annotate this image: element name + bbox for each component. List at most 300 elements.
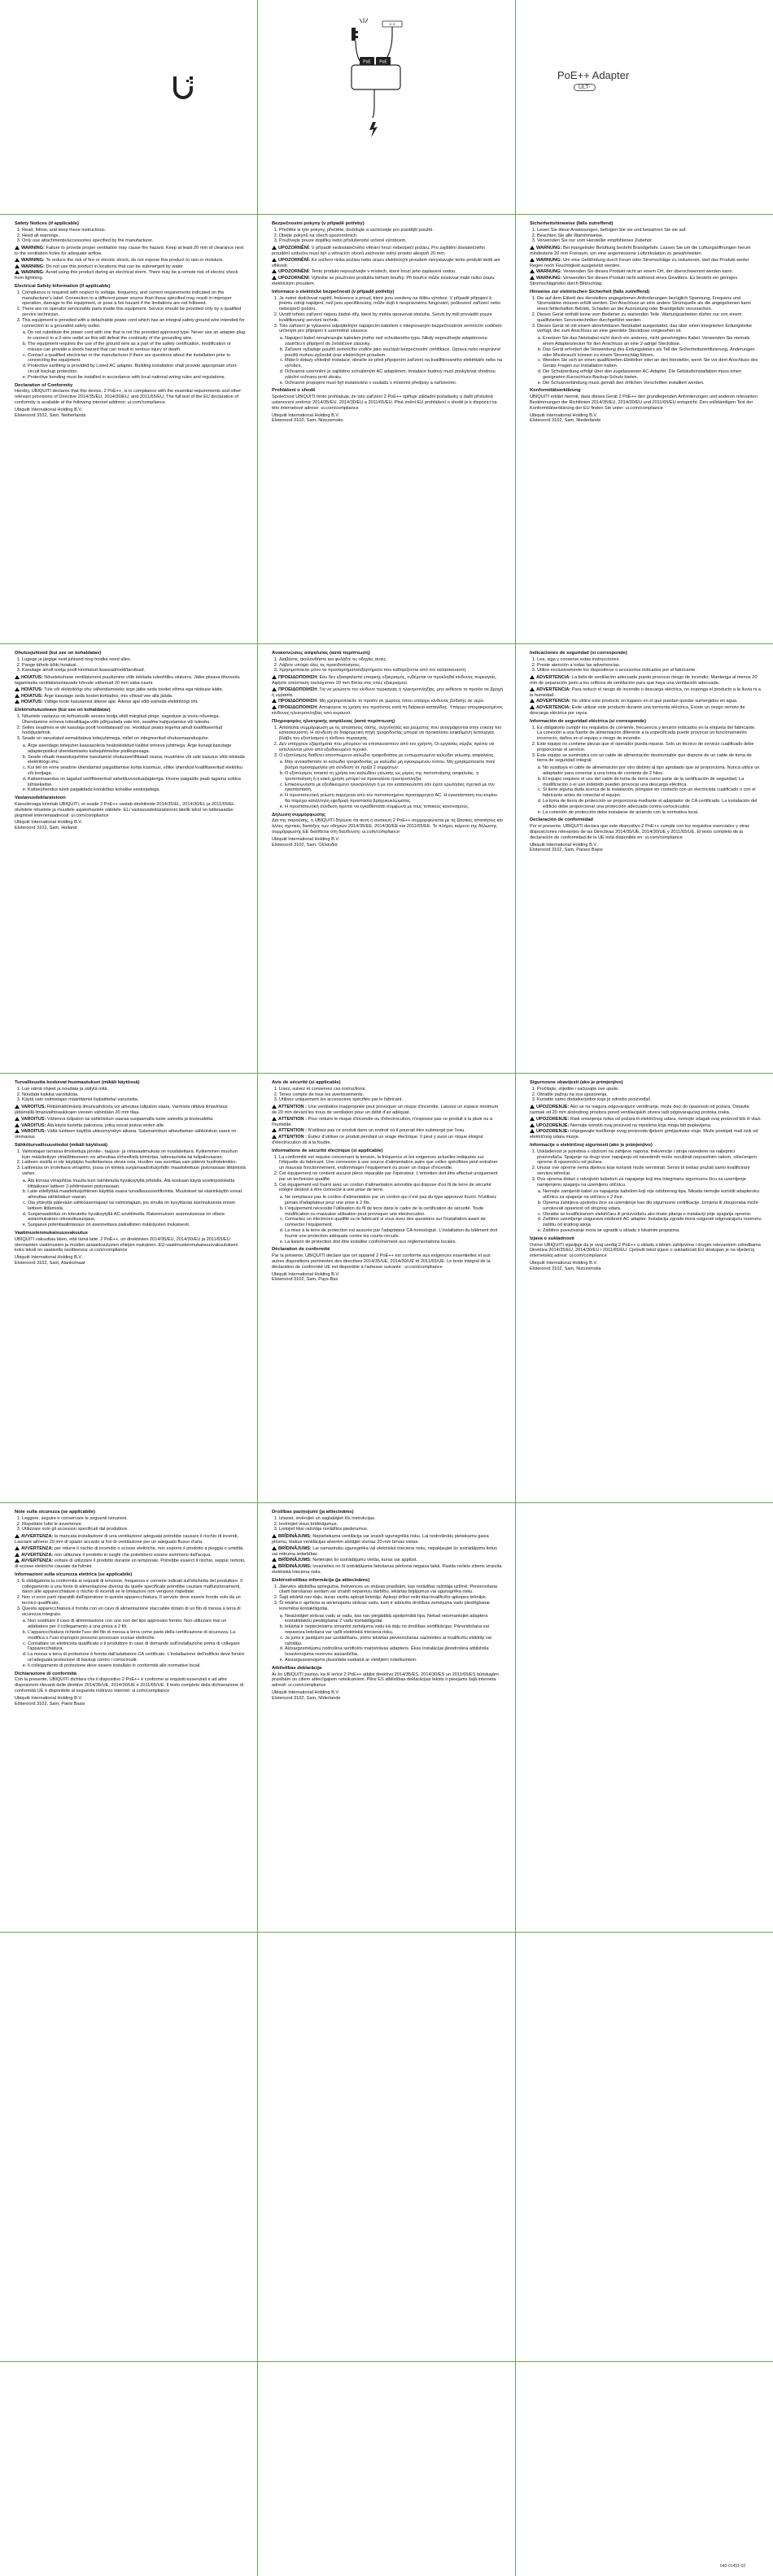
warning-label: ΠΡΟΕΙΔΟΠΟΙΗΣΗ: (278, 705, 318, 711)
electrical-list (272, 1584, 504, 1612)
warning-text: Vältä tuotteen käyttöä ukkosmyrskyn aikana. Salamaniskun aiheuttaman sähköiskun vaara on olemassa. (15, 1129, 237, 1140)
warning-label: HOIATUS: (21, 686, 43, 692)
electrical-item: 1. È obbligatoria la conformità ai requisiti di tensione, frequenza e corrente indicati sull'etichetta del produttore. Il collegamento a una fonte di alimentazione diversa da quelle specificate potrebbe causare malfunzionamenti, danni alle apparecchiature o rischio di incendi se le limitazioni non vengono rispettate. (22, 1579, 247, 1595)
warning-text: Vähennä tulipalon tai sähköiskun vaaraa suojaamalla tuote sateelta ja kosteudelta. (46, 1116, 214, 1122)
warning-triangle-icon (15, 1553, 20, 1557)
declaration-text: Ar šo UBIQUITI paziņo, ka šī ierīce 2 PoE++ atbilst direktīvu 2014/35/ES, 2014/30/ES un 2011/65/ES būtiskajām prasībām un citiem attiecīgajiem noteikumiem. Pilns ES atbilstības deklarācijas teksts ir pieejams šajā interneta adresē: ui.com/compliance (272, 1672, 499, 1689)
warning-text: Avoid using this product during an electrical storm. There may be a remote risk of electric shock from lightning. (15, 270, 238, 281)
warning-text: Lai samazinātu ugunsgrēka vai elektriskā trieciena risku, nepakļaujiet šo izstrādājumu lietus vai mitruma iedarbībai. (272, 1545, 497, 1557)
safety-item: 3. Koristite samo dodatke/pribor koje je odredio proizvođač. (537, 1097, 762, 1103)
electrical-item: 2. Cet équipement ne contient aucune pièce réparable par l'opérateur. L'entretien doit être effectué uniquement par un technicien qualifié. (279, 1171, 504, 1183)
language-panel-it (15, 1510, 247, 1916)
safety-item: 1. Pročitajte, slijedite i sačuvajte ove upute. (537, 1087, 762, 1092)
sub-item: c. Si tiene alguna duda acerca de la instalación, póngase en contacto con un electricista cualificado o con el fabricante antes de conectar el equipo. (543, 787, 762, 799)
sub-item: b. Seade nõuab maandusjuhtme kasutamist ohutussertifikaadi osana; muutmine või vale kasutus võib tekitada elektrilöögi ohu. (28, 755, 247, 766)
safety-title: Safety Notices (if applicable) (15, 221, 79, 226)
address-line-2: Elsteroord 3102, Sam, Ολλανδία (272, 842, 338, 848)
electrical-item: 1. Απαιτείται συμμόρφωση με τις απαιτήσεις τάσης, συχνότητας και ρεύματος που αναγράφονται στην ετικέτα του κατασκευαστή. Η σύνδεση σε διαφορετική πηγή τροφοδοσίας μπορεί να προκαλέσει εσφαλμένη λειτουργία, βλάβη του εξοπλισμού ή κίνδυνο πυρκαγιάς. (279, 726, 504, 742)
ubiquiti-logo-icon (167, 72, 199, 104)
safety-item: 3. Only use attachments/accessories specified by the manufacturer. (22, 238, 247, 244)
model-badge: ULT- (574, 84, 596, 91)
safety-title: Sicherheitshinweise (falls zutreffend) (530, 221, 614, 226)
safety-item: 3. Kasutage ainult tootja poolt kinnitatud lisaseadmeid/tarvikuid. (22, 668, 247, 673)
warning-triangle-icon (272, 699, 277, 703)
declaration-text: Společnost UBIQUITI tímto prohlašuje, že toto zařízení 2 PoE++ splňuje základní požadavky a další příslušná ustanovení směrnic 2014/35/EU, 2014/30/EU a 2011/65/EU. Plné znění EU prohlášení o shodě je k dispozici na této internetové adrese: ui.com/compliance (272, 394, 497, 411)
warning-text: evitare di utilizzare il prodotto durante un temporale. Potrebbe esserci il rischio, seppur remoto, di scosse elettriche causate da fulmini. (15, 1558, 246, 1570)
poe-adapter-diagram (325, 16, 448, 211)
warning-item (530, 1117, 762, 1122)
sub-item: e. Protective bonding must be installed in accordance with local national wiring rules and regulations. (28, 375, 247, 381)
warning-label: ΠΡΟΕΙΔΟΠΟΙΗΣΗ: (278, 675, 318, 681)
declaration-text: Por el presente, UBIQUITI declara que este dispositivo 2 PoE++ cumple con los requisitos esenciales y otras disposiciones relevantes de las Directivas 2014/35/UE, 2014/30/UE y 2011/65/UE. El texto completo de la declaración de conformidad de la UE está disponible en: ui.com/compliance (530, 824, 749, 840)
warning-label: VAROITUS: (21, 1105, 46, 1110)
sub-item: a. No sustituya el cable de alimentación por otro distinto al tipo aprobado que se proporciona. Nunca utilice un adaptador para conectar a una toma de corriente de 2 hilos. (543, 765, 762, 777)
safety-item: 3. Používejte pouze doplňky nebo příslušenství určené výrobcem. (279, 238, 504, 244)
warning-text: Um eine Gefährdung durch Feuer oder Stromschläge zu reduzieren, darf das Produkt weder Regen noch Feuchtigkeit ausgesetzt werden. (530, 257, 749, 268)
electrical-item: 1. Es obligatorio cumplir los requisitos de corriente, frecuencia y tensión indicados en la etiqueta del fabricante. La conexión a una fuente de alimentación diferente a la especificada puede provocar un funcionamiento incorrecto, daños en el equipo o riesgo de incendio. (537, 726, 762, 742)
warning-triangle-icon (272, 276, 277, 280)
safety-item: 2. Pange tähele kõiki hoiatusi. (22, 663, 247, 669)
warning-triangle-icon (530, 1123, 535, 1127)
address-line-1: Ubiquiti International Holding B.V. (15, 407, 83, 412)
address-line-1: Ubiquiti International Holding B.V. (15, 1695, 83, 1701)
warning-label: WARNING: (21, 264, 45, 269)
sub-item: e. Η προστατευτική σύνδεση πρέπει να εγκαθίσταται σύμφωνα με τους τοπικούς κανονισμούς. (285, 804, 504, 810)
warning-triangle-icon (272, 705, 277, 709)
electrical-title: Hinweise zur elektrischen Sicherheit (falls zutreffend) (530, 289, 650, 294)
warning-text: Ako se ne osigura odgovarajuće ventiliranje, može doći do opasnosti od požara. Ostavite razmak od 20 mm slobodnog prostora pored ventilacijskih otvora radi odgovarajućeg protoka zraka. (530, 1105, 749, 1115)
warning-label: WARNING: (21, 257, 45, 263)
fold-line-right (515, 0, 516, 2576)
warning-label: AVVERTENZA: (21, 1552, 54, 1558)
declaration-title: Δήλωση συμμόρφωσης (272, 812, 325, 817)
warning-label: AVVERTENZA: (21, 1534, 54, 1540)
warning-label: HOIATUS: (21, 693, 43, 699)
warning-triangle-icon (272, 1558, 277, 1562)
address-line-2: Elsteroord 3102, Sam, Nizozemska (530, 1266, 601, 1271)
warning-item (272, 699, 504, 704)
warning-text: Älä käytä tuotetta paikoissa, jotka voivat joutua veden alle. (46, 1122, 165, 1128)
safety-title: Indicaciones de seguridad (si corresponde) (530, 651, 627, 656)
safety-item: 3. Utilizzare solo gli accessori specificati dal produttore. (22, 1527, 247, 1532)
fold-line-left (257, 0, 258, 2576)
warning-item (15, 1553, 247, 1558)
warning-label: UPOZORNĚNÍ: (278, 246, 311, 251)
warning-text: Vyhněte se používání produktu během bouřky. Při bouřce může existovat malé riziko úrazu elektrickým proudem. (272, 276, 495, 286)
sub-list (530, 336, 762, 386)
warning-item (15, 700, 247, 705)
warning-item (272, 705, 504, 717)
sub-list (272, 1195, 504, 1244)
address-line-1: Ubiquiti International Holding B.V. (272, 1271, 340, 1277)
electrical-title: Elektriohutusteave (kui see on kohaldatav) (15, 708, 111, 713)
safety-title: Bezpečnostní pokyny (v případě potřeby) (272, 221, 365, 226)
safety-item: 2. Λάβετε υπόψη όλες τις προειδοποιήσεις. (279, 663, 504, 669)
electrical-list (530, 296, 762, 335)
warning-item (15, 1123, 247, 1129)
warning-triangle-icon (15, 1534, 20, 1538)
warning-label: UPOZORENJE: (536, 1116, 570, 1122)
sub-item: e. La liaison de protection doit être installée conformément aux réglementations locales. (285, 1240, 504, 1245)
address-line-2: Elsteroord 3102, Sam, Países Bajos (530, 848, 603, 853)
sub-item: d. Kaitsemaandus on tagatud sertifitseeritud vahelduvvooluadapteriga. Hoone paigaldis peab tagama sobiva lühisekaitse. (28, 777, 247, 788)
warning-item (530, 1123, 762, 1129)
declaration-text: Δια της παρούσης, η UBIQUITI δηλώνει ότι αυτή η συσκευή 2 PoE++ συμμορφώνεται με τις βασικές απαιτήσεις και άλλες σχετικές διατάξεις των οδηγιών 2014/35/ΕΕ, 2014/30/ΕΕ και 2011/65/ΕΕ. Το πλήρες κείμενο της δήλωσης συμμόρφωσης ΕΕ διατίθεται στη διεύθυνση: ui.com/compliance (272, 818, 503, 835)
declaration-title: Vaatimustenmukaisuusvakuutus (15, 1230, 88, 1236)
power-icon (369, 122, 378, 137)
warning-triangle-icon (530, 699, 535, 703)
safety-title: Avis de sécurité (si applicable) (272, 1080, 341, 1085)
warning-label: WARNING: (21, 246, 45, 251)
sub-item: b. El equipo requiere el uso del cable de toma de tierra como parte de la certificación de seguridad. La modificación o el uso indebido pueden provocar una descarga eléctrica. (543, 777, 762, 788)
declaration-title: Prohlášení o shodě (272, 388, 316, 394)
language-panel-el (272, 651, 504, 1057)
electrical-title: Informace o elektrické bezpečnosti (v případě potřeby) (272, 289, 395, 294)
warning-text: Εάν δεν εξασφαλιστεί επαρκής εξαερισμός, ενδέχεται να προκληθεί κίνδυνος πυρκαγιάς. Αφήστε απόσταση τουλάχιστον 20 mm δίπλα στις οπές εξαερισμού. (272, 675, 497, 686)
warning-triangle-icon (15, 1117, 20, 1121)
warning-triangle-icon (272, 1105, 277, 1109)
electrical-list (15, 1149, 247, 1177)
declaration-title: Konformitätserklärung (530, 388, 581, 394)
electrical-list (15, 290, 247, 329)
language-panel-lv (272, 1510, 504, 1916)
safety-item: 1. Lue nämä ohjeet ja noudata ja säilytä niitä. (22, 1087, 247, 1092)
warning-label: BRĪDINĀJUMS: (278, 1534, 312, 1540)
safety-item: 2. Noudata kaikkia varoituksia. (22, 1092, 247, 1098)
address-line-1: Ubiquiti International Holding B.V. (15, 820, 83, 826)
declaration-title: Declaration of Conformity (15, 382, 73, 388)
safety-item: 2. Dbejte pokynů na všech upozorněních. (279, 233, 504, 239)
electrical-title: Πληροφορίες ηλεκτρικής ασφάλειας (κατά περίπτωση) (272, 718, 395, 724)
sub-item: a. Ärge asendage toitejuhet kaasasoleva heakskiidetud tüübist erineva juhtmega. Ärge kunagi kasutage adapterpistikut ühendamiseks kahejuhtmelise pistikupesaga. (28, 743, 247, 755)
sub-item: a. Μην αντικαθιστάτε το καλώδιο τροφοδοσίας με καλώδιο μη εγκεκριμένου τύπου. Μη χρησιμοποιείτε ποτέ βύσμα προσαρμογέα για σύνδεση σε πρίζα 2 συρμάτων. (285, 760, 504, 771)
safety-item: 2. Tenez compte de tous les avertissements. (279, 1092, 504, 1098)
electrical-item: 2. Dieses Gerät enthält keine vom Bediener zu wartenden Teile. Wartungsarbeiten dürfen nur von einem qualifizierten Servicetechniker durchgeführt werden. (537, 312, 762, 324)
electrical-title: Informacije o električnoj sigurnosti (ako je primjenjivo) (530, 1142, 653, 1148)
warning-triangle-icon (530, 269, 535, 273)
electrical-item: 3. Laitteessa on irrotettava virtajohto, jossa on kiinteä suojamaadoitusjohdin maadoitettuun pistorasiaan liittämistä varten. (22, 1166, 247, 1177)
electrical-list (272, 726, 504, 759)
electrical-item: 2. Šajā iekārtā nav daļu, kuras varētu apkopt lietotājs. Apkopi drīkst veikt tikai kvalificēts apkopes tehniķis. (279, 1595, 504, 1601)
electrical-item: 2. Uvnitř tohoto zařízení nejsou žádné díly, které by mohla opravovat obsluha. Servis by měl provádět pouze kvalifikovaný servisní technik. (279, 312, 504, 324)
warning-item (15, 1117, 247, 1122)
svg-text:<·>: <·> (389, 22, 395, 28)
sub-item: c. Επικοινωνήστε με εξειδικευμένο ηλεκτρολόγο ή με τον κατασκευαστή εάν έχετε ερωτήσεις σχετικά με την εγκατάσταση. (285, 782, 504, 794)
electrical-item: 1. Nõuetele vastavus on kohustuslik seoses tootja sildil märgitud pinge, sageduse ja voolu nõuetega. Ühendamine erineva toiteallikaga võib põhjustada vale töö, seadme kahjustamise või tuleohu. (22, 714, 247, 726)
electrical-item: 3. Dieses Gerät ist mit einem abnehmbaren Netzkabel ausgestattet, das über einen integrierten Erdungsleiter verfügt, der zum Anschluss an eine geerdete Steckdose vorgesehen ist. (537, 324, 762, 335)
warning-triangle-icon (15, 1558, 20, 1563)
sub-item: d. La toma de tierra de protección se proporciona mediante el adaptador de CA certificado. La instalación del edificio debe proporcionar una protección adecuada contra cortocircuitos. (543, 799, 762, 810)
safety-title: Ohutusjuhised (kui see on kohaldatav) (15, 651, 102, 656)
sub-item: c. Máte-li dotazy ohledně instalace, obraťte se před připojením zařízení na kvalifikovaného elektrikáře nebo na výrobce. (285, 358, 504, 369)
warning-text: Tule või elektrilöögi ohu vähendamiseks ärge jätke seda toodet vihma ega niiskuse kätte. (44, 686, 224, 692)
sub-item: d. La mise à la terre de protection est assurée par l'adaptateur CA homologué. L'installation du bâtiment doit fournir une protection adéquate contre les courts-circuits. (285, 1228, 504, 1240)
sub-item: e. Die Schutzverbindung muss gemäß den örtlichen Vorschriften installiert werden. (543, 381, 762, 386)
warning-text: Une ventilation inappropriée peut provoquer un risque d'incendie. Laissez un espace minimum de 20 mm devant les trous de ventilation pour un débit d'air adéquat. (272, 1105, 499, 1115)
sub-list (530, 765, 762, 815)
electrical-item: 3. Cet équipement est fourni avec un cordon d'alimentation amovible qui dispose d'un fil de terre de sécurité intégré destiné à être connecté à une prise de terre. (279, 1183, 504, 1194)
warning-triangle-icon (530, 276, 535, 280)
warning-triangle-icon (272, 1135, 277, 1139)
declaration-title: Atbilstības deklarācija (272, 1665, 322, 1671)
warning-text: Nepietiekama ventilācija var izraisīt ugunsgrēka risku. Lai nodrošinātu pietiekamu gaisa plūsmu, blakus ventilācijas atverēm atstājiet vismaz 20 mm brīvas vietas. (272, 1534, 489, 1545)
warning-text: Pour réduire le risque d'incendie ou d'électrocution, n'exposez pas ce produit à la pluie ou à l'humidité. (272, 1116, 493, 1127)
sub-list (272, 336, 504, 386)
warning-triangle-icon (530, 258, 535, 262)
warning-label: BRĪDINĀJUMS: (278, 1545, 312, 1551)
sub-item: b. L'équipement nécessite l'utilisation du fil de terre dans le cadre de la certification de sécurité. Toute modification ou mauvaise utilisation peut provoquer une électrocution. (285, 1206, 504, 1218)
warning-triangle-icon (272, 1564, 277, 1568)
electrical-item: 3. Questa apparecchiatura è fornita con un cavo di alimentazione staccabile dotato di un filo di messa a terra di sicurezza integrato. (22, 1606, 247, 1618)
declaration-text: Con la presente, UBIQUITI dichiara che il dispositivo 2 PoE++ è conforme ai requisiti essenziali e ad altre disposizioni rilevanti delle direttive 2014/35/UE, 2014/30/UE e 2011/65/UE. Il testo completo della dichiarazione di conformità UE è disponibile al seguente indirizzo internet: ui.com/compliance (15, 1677, 243, 1693)
sub-item: d. Die Schutzerdung erfolgt über den zugelassenen AC-Adapter. Die Gebäudeinstallation muss einen geeigneten Kurzschluss-Backup-Schutz bieten. (543, 369, 762, 381)
address-line-1: Ubiquiti International Holding B.V. (272, 836, 340, 842)
language-panel-fr (272, 1080, 504, 1487)
electrical-item: 3. Ο εξοπλισμός διαθέτει αποσπώμενο καλώδιο τροφοδοσίας με ενσωματωμένο καλώδιο γείωσης ασφαλείας. (279, 753, 504, 759)
warning-triangle-icon (530, 705, 535, 709)
fold-line-5 (0, 1932, 773, 1933)
safety-item: 2. Heed all warnings. (22, 233, 247, 239)
sub-item: d. Aizsargzemējumu nodrošina sertificēts maiņstrāvas adapteris. Ēkas instalācijai jānodrošina atbilstoša īssavienojuma rezerves aizsardzība. (285, 1646, 504, 1658)
warning-item (15, 1546, 247, 1552)
electrical-item: 1. Die auf dem Etikett des Herstellers angegebenen Anforderungen bezüglich Spannung, Frequenz und Stromstärke müssen erfüllt werden. Der Anschluss an eine andere Stromquelle als die angegebenen kann einen fehlerhaften Betrieb, Schäden an der Ausrüstung oder Brandgefahr verursachen. (537, 296, 762, 312)
warning-item (272, 1117, 504, 1128)
warning-label: AVVERTENZA: (21, 1545, 54, 1551)
electrical-item: 1. Usklađenost je potrebna s obzirom na zahtjeve napona, frekvencije i struje navedene na naljepnici proizvođača. Spajanje na drugi izvor napajanja od navedenih može rezultirati nepravilnim radom, oštećenjem opreme ili opasnošću od požara. (537, 1149, 762, 1166)
safety-title: Note sulla sicurezza (se applicabile) (15, 1510, 95, 1515)
electrical-item: 1. Compliance is required with respect to voltage, frequency, and current requirements indicated on the manufacturer's label. Connection to a different power source than those specified may result in improper operation, damage to the equipment, or pose a fire hazard if the limitations are not followed. (22, 290, 247, 307)
warning-label: VAROITUS: (21, 1129, 46, 1135)
declaration-text: Par la présente, UBIQUITI déclare que cet appareil 2 PoE++ est conforme aux exigences essentielles et aux autres dispositions pertinentes des directives 2014/35/UE, 2014/30/UE et 2011/65/UE. Le texte intégral de la déclaration de conformité UE est disponible à l'adresse suivante : ui.com/compliance (272, 1253, 491, 1270)
warning-text: Do not use this product in locations that can be submerged by water. (46, 264, 185, 269)
sub-item: e. Ochranné propojení musí být instalováno v souladu s místními předpisy a nařízeními. (285, 381, 504, 386)
electrical-list (272, 296, 504, 335)
safety-list (272, 1087, 504, 1103)
warning-triangle-icon (15, 1546, 20, 1550)
warning-triangle-icon (530, 687, 535, 691)
sub-item: a. Non sostituire il cavo di alimentazione con uno non del tipo approvato fornito. Non utilizzare mai un adattatore per il collegamento a una presa a 2 fili. (28, 1619, 247, 1630)
warning-triangle-icon (272, 687, 277, 691)
sub-item: b. The equipment requires the use of the ground wire as a part of the safety certification, modification or misuse can provide a shock hazard that can result in serious injury or death. (28, 342, 247, 353)
sub-list (272, 1614, 504, 1663)
warning-text: Vältige toote kasutamist äikese ajal. Äikese ajal võib esineda elektrilöögi oht. (44, 700, 199, 705)
safety-item: 2. Obratite pažnju na sva upozorenja. (537, 1092, 762, 1098)
warning-text: To reduce the risk of fire or electric shock, do not expose this product to rain or moisture. (46, 257, 224, 263)
sub-item: a. Nemojte zamijeniti kabel za napajanje kabelom koji nije odobrenog tipa. Nikada nemojte koristiti adaptersku utičnicu za spajanje na utičnicu s 2 žice. (543, 1189, 762, 1201)
safety-item: 1. Izlasiet, ievērojiet un saglabājiet šīs instrukcijas. (279, 1516, 504, 1522)
warning-text: Nelietojiet šo izstrādājumu vietās, kuras var applūst. (312, 1558, 417, 1563)
warning-item (272, 1564, 504, 1576)
safety-list (272, 1516, 504, 1532)
safety-list (15, 657, 247, 673)
safety-title: Ανακοινώσεις ασφαλείας (κατά περίπτωση) (272, 651, 370, 656)
warning-label: ADVERTENCIA: (536, 686, 571, 692)
warning-label: ADVERTENCIA: (536, 705, 571, 711)
safety-list (272, 228, 504, 244)
warning-label: WARNUNG: (536, 276, 562, 281)
warning-triangle-icon (530, 675, 535, 679)
electrical-item: 1. Je nutné dodržovat napětí, frekvence a proud, které jsou uvedeny na štítku výrobce. V případě připojení k jinému zdroji napájení, než jsou specifikovány, může dojít k nesprávnému fungování, poškození zařízení nebo nebezpečí požáru. (279, 296, 504, 312)
warning-item (15, 675, 247, 686)
safety-list (15, 1516, 247, 1532)
electrical-item: 3. Seade on varustatud eemaldatava toitejuhtmega, millel on integreeritud ohutusmaandusjuhe. (22, 736, 247, 742)
warning-triangle-icon (15, 694, 20, 698)
warning-text: Nõuetekohase ventilatsiooni puudumine võib tekitada tuleohtliku olukorra. Jätke piisava õhuvoolu tagamiseks ventilatsiooniavade kõrvale vähemalt 20 mm vaba ruumi. (15, 675, 240, 686)
warning-item (15, 270, 247, 281)
warning-item (530, 675, 762, 686)
warning-item (272, 675, 504, 686)
electrical-item: 1. Jāievēro atbilstība sprieguma, frekvences un strāvas prasībām, kas norādītas ražotāja uzlīmē. Pievienošana citam barošanas avotam var izraisīt nepareizu darbību, iekārtas bojājumus vai ugunsgrēka risku. (279, 1584, 504, 1596)
electrical-item: 2. Δεν υπάρχουν εξαρτήματα που μπορούν να επισκευαστούν από τον χρήστη. Οι εργασίες σέρβις πρέπει να εκτελούνται μόνο από εξειδικευμένο τεχνικό. (279, 742, 504, 753)
electrical-title: Información de seguridad eléctrica (si corresponde) (530, 718, 647, 724)
safety-list (530, 228, 762, 244)
warning-item (530, 699, 762, 704)
warning-text: la mancata installazione di una ventilazione adeguata potrebbe causare il rischio di incendi. Lasciare almeno 20 mm di spazio accanto ai fori di ventilazione per un adeguato flusso d'aria. (15, 1534, 239, 1545)
warning-item (272, 687, 504, 699)
warning-label: WARNUNG: (536, 257, 562, 263)
warning-label: BRĪDINĀJUMS: (278, 1558, 312, 1563)
warning-text: Για να μειώσετε τον κίνδυνο πυρκαγιάς ή ηλεκτροπληξίας, μην εκθέτετε το προϊόν σε βροχή ή υγρασία. (272, 686, 503, 698)
warning-triangle-icon (15, 246, 20, 250)
sub-list (15, 1619, 247, 1668)
warning-text: Nemojte koristiti ovaj proizvod na mjestima koja mogu biti poplavljena. (570, 1122, 712, 1128)
sub-item: e. Kaitseühendus tuleb paigaldada kooskõlas kohalike eeskirjadega. (28, 787, 247, 793)
sub-item: b. Das Gerät erfordert die Verwendung des Erdungsleiters als Teil der Sicherheitszertifizierung. Änderungen oder Missbrauch können zu einem Stromschlag führen. (543, 347, 762, 359)
safety-list (272, 657, 504, 673)
address-line-2: Elsteroord 3102, Sam, Nizozemsko (272, 418, 343, 424)
warning-triangle-icon (15, 687, 20, 691)
sub-item: b. Ο εξοπλισμός απαιτεί τη χρήση του καλωδίου γείωσης ως μέρος της πιστοποίησης ασφαλείας· η τροποποίηση ή η κακή χρήση μπορεί να προκαλέσει ηλεκτροπληξία. (285, 771, 504, 782)
warning-text: Bei mangelnder Belüftung besteht Brandgefahr. Lassen Sie um die Lüftungsöffnungen herum mindestens 20 mm Freiraum, um eine angemessene Luftzirkulation zu gewährleisten. (530, 246, 751, 256)
warning-text: No utilice este producto en lugares en el que puedan quedar sumergidos en agua. (571, 699, 738, 704)
warning-label: HOIATUS: (21, 675, 43, 681)
address-line-1: Ubiquiti International Holding B.V. (15, 1255, 83, 1261)
warning-item (15, 246, 247, 257)
sub-item: b. Zařízení vyžaduje použití zemnicího vodiče jako součásti bezpečnostní certifikace. Úprava nebo nesprávné použití mohou způsobit úraz elektrickým proudem. (285, 347, 504, 359)
sub-list (15, 1179, 247, 1228)
safety-item: 3. Utilice exclusivamente los dispositivos o accesorios indicados por el fabricante. (537, 668, 762, 673)
safety-list (15, 1087, 247, 1103)
warning-label: UPOZORENJE: (536, 1105, 570, 1110)
safety-list (15, 228, 247, 244)
safety-item: 1. Διαβάστε, ακολουθήστε και φυλάξτε τις οδηγίες αυτές. (279, 657, 504, 663)
electrical-item: 2. There are no operator serviceable parts inside this equipment. Service should be provided only by a qualified service technician. (22, 307, 247, 318)
address-line-2: Elsteroord 3102, Sam, Alankomaat (15, 1260, 85, 1266)
warning-triangle-icon (530, 1117, 535, 1121)
warning-item (272, 246, 504, 257)
warning-item (530, 1105, 762, 1116)
fold-line-4 (0, 1502, 773, 1503)
sub-item: b. L'apparecchiatura richiede l'uso del filo di messa a terra come parte della certificazione di sicurezza. La modifica o l'uso improprio possono provocare scosse elettriche. (28, 1630, 247, 1641)
declaration-title: Déclaration de conformité (272, 1247, 330, 1253)
electrical-item: 2. Selles seadmes ei ole kasutaja poolt hooldatavaid osi. Hooldust peaks tegema ainult kvalifitseeritud hooldustehnik. (22, 726, 247, 737)
safety-list (530, 657, 762, 673)
warning-text: Radi smanjenja rizika od požara ili električnog udara, nemojte izlagati ovaj proizvod kiši ili vlazi. (570, 1116, 762, 1122)
warning-item (530, 246, 762, 257)
address-line-1: Ubiquiti International Holding B.V. (530, 412, 598, 418)
electrical-item: 2. Unutar ove opreme nema dijelova koje korisnik može servisirati. Servis bi trebao pružati samo kvalificirani servisni tehničar. (537, 1166, 762, 1177)
safety-title: Turvallisuutta koskevat huomautukset (mikäli käytössä) (15, 1080, 140, 1085)
warning-text: V případě nedostatečného větrání hrozí nebezpečí požáru. Pro zajištění dostatečného proudění vzduchu musí být u větracích otvorů zachován volný prostor alespoň 20 mm. (272, 246, 486, 256)
warning-item (272, 269, 504, 275)
language-panel-es (530, 651, 762, 1057)
electrical-title: Electrical Safety Information (if applicable) (15, 283, 111, 289)
safety-list (530, 1087, 762, 1103)
electrical-title: Informations de sécurité électrique (si applicable) (272, 1148, 383, 1153)
sub-item: c. Contattare un elettricista qualificato o il produttore in caso di domande sull'installazione prima di collegare l'apparecchiatura. (28, 1641, 247, 1653)
language-panel-cs (272, 221, 504, 628)
warning-label: VAROITUS: (21, 1116, 46, 1122)
electrical-item: 1. Valmistajan tarrassa ilmoitettuja jännite-, taajuus- ja virtavaatimuksia on noudatettava. Kytkeminen muuhun kuin määritettyyn virtalähteeseen voi aiheuttaa virheellistä toimintaa, laitevaurioita tai tulipalovaaran. (22, 1149, 247, 1161)
safety-item: 2. Beachten Sie alle Warnhinweise. (537, 233, 762, 239)
address-line-2: Elsteroord 3102, Sam, Netherlands (15, 412, 86, 418)
electrical-item: 2. Este equipo no contiene piezas que el operador pueda reparar. Solo un técnico de servicio cualificado debe proporcionar el servicio. (537, 742, 762, 753)
language-panel-hr (530, 1080, 762, 1487)
warning-item (530, 258, 762, 269)
address-line-1: Ubiquiti International Holding B.V. (530, 842, 598, 848)
sub-item: a. Ne remplacez pas le cordon d'alimentation par un cordon qui n'est pas du type approuvé fourni. N'utilisez jamais d'adaptateur pour une prise à 2 fils. (285, 1195, 504, 1206)
warning-item (272, 1105, 504, 1116)
warning-triangle-icon (272, 1546, 277, 1550)
warning-triangle-icon (530, 246, 535, 250)
electrical-item: 3. Ova oprema dolazi s odvojivim kabelom za napajanje koji ima integriranu sigurnosnu žicu za uzemljenje namijenjenu spajanju na uzemljenu utičnicu. (537, 1177, 762, 1188)
sub-item: d. Protective earthing is provided by Listed AC adapter. Building installation shall provide appropriate short-circuit backup protection. (28, 364, 247, 375)
warning-text: La falta de ventilación adecuada puede provocar riesgo de incendio. Mantenga al menos 20 mm de separación junto a los orificios de ventilación para que haya una ventilación adecuada. (530, 675, 758, 686)
warning-item (15, 687, 247, 693)
warning-item (530, 1129, 762, 1140)
warning-item (15, 1129, 247, 1140)
safety-item: 1. Přečtěte si tyto pokyny, přečtěte, dodržujte a uschovejte pro pozdější použití. (279, 228, 504, 233)
sub-list (530, 1189, 762, 1233)
warning-item (15, 1558, 247, 1570)
electrical-item: 2. Non vi sono parti riparabili dall'operatore in questa apparecchiatura. Il servizio deve essere fornito solo da un tecnico qualificato. (22, 1595, 247, 1606)
warning-label: UPOZORENJE: (536, 1122, 570, 1128)
safety-title: Drošības paziņojumi (ja attiecināms) (272, 1510, 354, 1515)
sub-item: e. Zaštitno povezivanje mora se ugraditi u skladu s lokalnim propisima. (543, 1228, 762, 1234)
declaration-text: Hereby, UBIQUITI declares that this device, 2 PoE++, is in compliance with the essential requirements and other relevant provisions of Directive 2014/35/EU, 2014/30/EU, and 2011/65/EU. The full text of the EU declaration of conformity is available at the following internet address: ui.com/compliance (15, 389, 242, 405)
electrical-list (15, 714, 247, 742)
warning-triangle-icon (15, 1105, 20, 1109)
warning-item (272, 1534, 504, 1545)
language-panel-en (15, 221, 247, 628)
sub-item: b. Oprema zahtijeva upotrebu žice za uzemljenje kao dio sigurnosne certifikacije. Izmjena ili zlouporaba može uzrokovati opasnost od strujnog udara. (543, 1201, 762, 1212)
sub-item: a. Älä korvaa virtajohtoa muulla kuin toimitetulla hyväksytyllä johdolla. Älä koskaan käytä sovitinpistoketta liittääksesi laitteen 2-johtimiseen pistorasiaan. (28, 1179, 247, 1190)
warning-item (15, 258, 247, 264)
sub-item: c. Wenden Sie sich an einen qualifizierten Elektriker oder an den Hersteller, wenn Sie vor dem Anschluss des Geräts Fragen zur Installation haben. (543, 358, 762, 369)
warning-text: Evite utilizar este producto durante una tormenta eléctrica. Existe un riesgo remoto de descarga eléctrica por rayos. (530, 705, 745, 716)
sub-item: a. Do not substitute the power cord with one that is not the provided approved type. Never use an adapter plug to connect to a 2-wire outlet as this will defeat the continuity of the grounding wire. (28, 330, 247, 342)
warning-label: ADVERTENCIA: (536, 699, 571, 704)
safety-item: 1. Lea, siga y conserve estas instrucciones. (537, 657, 762, 663)
warning-triangle-icon (272, 1117, 277, 1121)
safety-item: 3. Verwenden Sie nur vom Hersteller empfohlenes Zubehör. (537, 238, 762, 244)
sub-item: e. Suojaava potentiaalintasaus on asennettava paikallisten määräysten mukaisesti. (28, 1223, 247, 1228)
warning-item (272, 1135, 504, 1146)
sub-list (272, 760, 504, 809)
sub-item: b. Laite edellyttää maadoitusjohtimen käyttöä osana turvallisuussertifiointia. Muutokset tai väärinkäyttö voivat aiheuttaa sähköiskun vaaran. (28, 1189, 247, 1201)
sub-item: c. Obratite se kvalificiranom električaru ili proizvođaču ako imate pitanja o instalaciji prije spajanja opreme. (543, 1212, 762, 1218)
safety-title: Sigurnosne obavijesti (ako je primjenjivo) (530, 1080, 623, 1085)
electrical-list (530, 726, 762, 765)
warning-triangle-icon (272, 246, 277, 250)
address-line-2: Elsteroord 3102, Sam, Pays-Bas (272, 1277, 338, 1283)
warning-text: Tento produkt nepoužívejte v místech, které hrozí jeho zaplavení vodou. (311, 269, 456, 275)
product-title: PoE++ Adapter (557, 69, 630, 81)
electrical-title: Elektrodrošības informācija (ja attiecināms) (272, 1577, 370, 1583)
warning-text: Évitez d'utiliser ce produit pendant un orage électrique. Il peut y avoir un risque éloigné d'électrocution dû à la foudre. (272, 1135, 483, 1145)
sub-item: d. La messa a terra di protezione è fornita dall'adattatore CA certificato. L'installazione dell'edificio deve fornire un'adeguata protezione di backup contro i cortocircuiti. (28, 1652, 247, 1663)
safety-item: 3. Käytä vain valmistajan määrittämiä lisälaitteita/-varusteita. (22, 1097, 247, 1103)
